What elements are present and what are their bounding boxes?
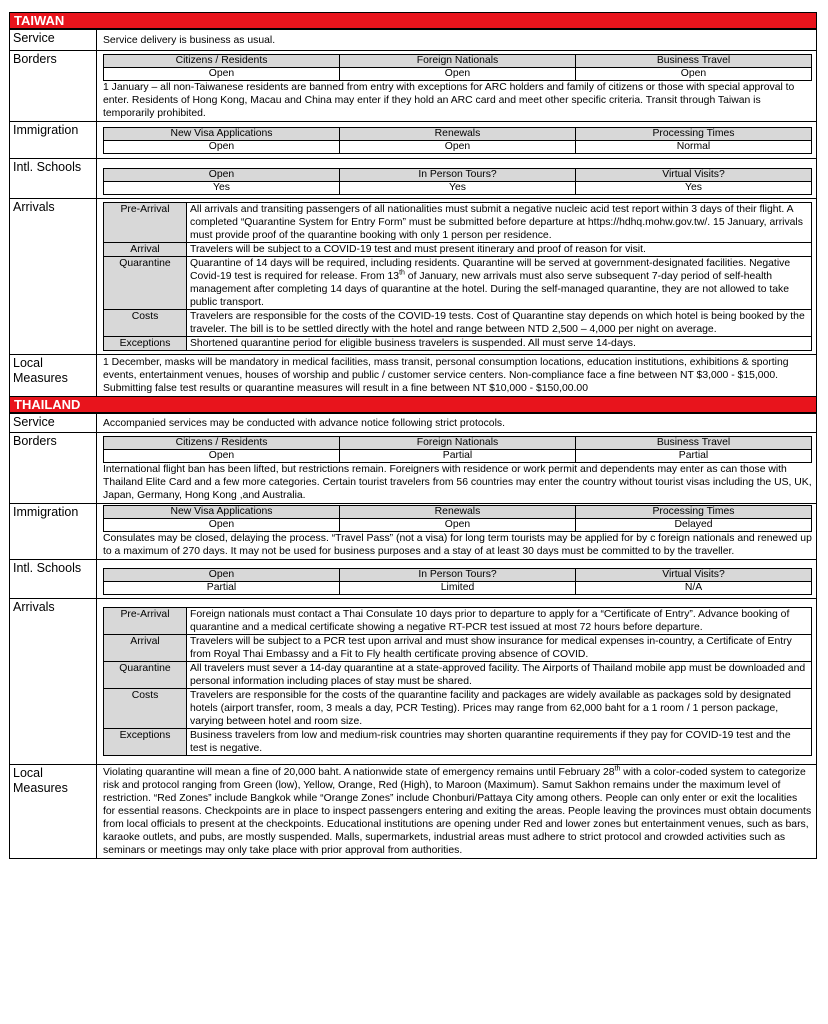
row-label: Arrivals <box>10 599 97 765</box>
arrivals-step <box>104 337 812 351</box>
country-header-thailand: THAILAND <box>9 397 817 413</box>
arrivals-step <box>104 635 812 662</box>
document-page <box>9 12 817 859</box>
status-value: Yes <box>340 182 576 195</box>
arrivals-step <box>104 257 812 310</box>
status-value: Open <box>104 68 340 81</box>
borders-row <box>10 433 817 504</box>
column-header: Renewals <box>340 506 576 519</box>
status-value: Open <box>104 141 340 154</box>
step-label: Costs <box>104 310 187 337</box>
column-header: Business Travel <box>576 437 812 450</box>
arrivals-row <box>10 599 817 765</box>
arrivals-step <box>104 243 812 257</box>
status-value: N/A <box>576 582 812 595</box>
borders-status-table <box>103 436 812 463</box>
schools-row <box>10 159 817 199</box>
column-header: Citizens / Residents <box>104 437 340 450</box>
status-value: Open <box>340 141 576 154</box>
status-value: Yes <box>576 182 812 195</box>
column-header: Virtual Visits? <box>576 569 812 582</box>
step-label: Costs <box>104 689 187 729</box>
arrivals-step <box>104 310 812 337</box>
step-text: Travelers will be subject to a COVID-19 test and must present itinerary and proof of reason for visit. <box>187 243 812 257</box>
column-header: Business Travel <box>576 55 812 68</box>
status-value: Open <box>340 68 576 81</box>
row-label: Immigration <box>10 122 97 159</box>
row-label: Arrivals <box>10 199 97 355</box>
column-header: Citizens / Residents <box>104 55 340 68</box>
row-label: Service <box>10 414 97 433</box>
status-value: Open <box>340 519 576 532</box>
row-label: Local Measures <box>10 355 97 397</box>
step-text: All travelers must sever a 14-day quarantine at a state-approved facility. The Airports of Thailand mobile app must be downloaded and personal information including places of stay must be shared. <box>187 662 812 689</box>
local-measures-row <box>10 765 817 859</box>
step-text: Business travelers from low and medium-risk countries may shorten quarantine requirements if they pay for COVID-19 test and the test is negative. <box>187 729 812 756</box>
step-text: Travelers are responsible for the costs of the quarantine facility and packages are widely available as packages sold by designated hotels (airport transfer, room, 3 meals a day, PCR Testing). Prices may range from 62,000 baht for a 1 room / 1 person package, varying between hotel and room size. <box>187 689 812 729</box>
schools-status-table <box>103 168 812 195</box>
step-label: Exceptions <box>104 337 187 351</box>
column-header: Foreign Nationals <box>340 55 576 68</box>
column-header: Processing Times <box>576 506 812 519</box>
row-label: Local Measures <box>10 765 97 859</box>
borders-note: International flight ban has been lifted, but restrictions remain. Foreigners with residence or work permit and dependents may enter as can those with Thailand Elite Card and a few more categories. Certain tourist travelers from 56 countries may enter the country without tourist visas including the US, UK, Japan, Germany, Hong Kong ,and Australia. <box>103 464 812 501</box>
arrivals-step <box>104 203 812 243</box>
arrivals-table <box>103 202 812 351</box>
row-label: Intl. Schools <box>10 560 97 599</box>
arrivals-step <box>104 662 812 689</box>
thailand-table <box>9 413 817 859</box>
status-value: Limited <box>340 582 576 595</box>
immigration-status-table <box>103 505 812 532</box>
immigration-status-table <box>103 127 812 154</box>
arrivals-step <box>104 729 812 756</box>
step-label: Arrival <box>104 243 187 257</box>
step-label: Exceptions <box>104 729 187 756</box>
status-value: Yes <box>104 182 340 195</box>
column-header: Processing Times <box>576 128 812 141</box>
column-header: Foreign Nationals <box>340 437 576 450</box>
step-text: All arrivals and transiting passengers of all nationalities must submit a negative nucleic acid test report within 3 days of their flight. A completed “Quarantine System for Entry Form” must be submitted before departure at https://hdhq.mohw.gov.tw/. 15 January, arrivals must provide proof of the quarantine booking with only 1 person per residence. <box>187 203 812 243</box>
column-header: Open <box>104 169 340 182</box>
service-row <box>10 30 817 51</box>
local-measures-row <box>10 355 817 397</box>
row-label: Immigration <box>10 504 97 560</box>
status-value: Partial <box>576 450 812 463</box>
arrivals-table <box>103 607 812 756</box>
service-text: Service delivery is business as usual. <box>97 30 817 51</box>
borders-row <box>10 51 817 122</box>
column-header: Virtual Visits? <box>576 169 812 182</box>
status-value: Normal <box>576 141 812 154</box>
status-value: Open <box>576 68 812 81</box>
status-value: Delayed <box>576 519 812 532</box>
country-header-taiwan: TAIWAN <box>9 12 817 29</box>
column-header: In Person Tours? <box>340 569 576 582</box>
immigration-note: Consulates may be closed, delaying the process. “Travel Pass” (not a visa) for long term tourists may be applied for by c foreign nationals and renewed up to a maximum of 270 days. It may not be used for business purposes and a stay of at least 30 days must be committed to by the traveller. <box>103 533 812 557</box>
row-label: Service <box>10 30 97 51</box>
status-value: Open <box>104 450 340 463</box>
immigration-row <box>10 504 817 560</box>
arrivals-step <box>104 689 812 729</box>
schools-status-table <box>103 568 812 595</box>
service-row <box>10 414 817 433</box>
step-label: Quarantine <box>104 662 187 689</box>
step-text: Foreign nationals must contact a Thai Consulate 10 days prior to departure to apply for a “Certificate of Entry”. Advance booking of quarantine and a medical certificate showing a negative RT-PCR test issued at most 72 hours before departure. <box>187 608 812 635</box>
row-label: Intl. Schools <box>10 159 97 199</box>
status-value: Partial <box>104 582 340 595</box>
borders-note: 1 January – all non-Taiwanese residents are banned from entry with exceptions for ARC holders and family of citizens or those with special approval to enter. Residents of Hong Kong, Macau and China may enter if they hold an ARC card and meet other specific criteria. Transit through Taiwan is temporarily prohibited. <box>103 82 795 119</box>
step-label: Pre-Arrival <box>104 608 187 635</box>
step-text: Travelers are responsible for the costs of the COVID-19 tests. Cost of Quarantine stay depends on which hotel is being booked by the traveler. The bill is to be settled directly with the hotel and range between NTD 2,500 – 4,000 per night on average. <box>187 310 812 337</box>
local-measures-text: Violating quarantine will mean a fine of 20,000 baht. A nationwide state of emergency remains until February 28th with a color-coded system to categorize risk and protocol ranging from Green (low), Yellow, Orange, Red (High), to Maroon (Maximum). Samut Sakhon remains under the maximum level of restriction. “Red Zones” include Bangkok while “Orange Zones” include Chonburi/Pattaya City among others. People can only enter or exit the localities for essential reasons. Checkpoints are in place to inspect passengers entering and exiting the areas. People leaving the provinces must obtain documents from local officials to present at the checkpoints. Educational institutions are opening under Red and lower zones but entertainment venues, such as bars, karaoke outlets, and pubs, are mostly suspended. Malls, supermarkets, industrial areas must adhere to strict protocol and crowded activities such as seminars or meetings may only take place with prior approval from authorities. <box>97 765 817 859</box>
step-label: Quarantine <box>104 257 187 310</box>
service-text: Accompanied services may be conducted with advance notice following strict protocols. <box>97 414 817 433</box>
borders-status-table <box>103 54 812 81</box>
local-measures-text: 1 December, masks will be mandatory in medical facilities, mass transit, personal consumption locations, education institutions, exhibitions & sporting events, entertainment venues, houses of worship and public / customer service centers. Non-compliance face a fine between NT $3,000 - $15,000. Submitting false test results or quarantine measures will result in a fine between NT $10,000 - $150,00.00 <box>97 355 817 397</box>
step-text: Quarantine of 14 days will be required, including residents. Quarantine will be served at government-designated facilities. Negative Covid-19 test is required for release. From 13th of January, new arrivals must also serve subsequent 7-day period of self-health management after completing 14 days of quarantine at the hotel. During the self-managed quarantine, they are not allowed to take public transport. <box>187 257 812 310</box>
row-label: Borders <box>10 433 97 504</box>
column-header: New Visa Applications <box>104 128 340 141</box>
column-header: New Visa Applications <box>104 506 340 519</box>
step-label: Arrival <box>104 635 187 662</box>
column-header: In Person Tours? <box>340 169 576 182</box>
arrivals-row <box>10 199 817 355</box>
step-text: Shortened quarantine period for eligible business travelers is suspended. All must serve 14-days. <box>187 337 812 351</box>
status-value: Open <box>104 519 340 532</box>
column-header: Renewals <box>340 128 576 141</box>
column-header: Open <box>104 569 340 582</box>
row-label: Borders <box>10 51 97 122</box>
step-label: Pre-Arrival <box>104 203 187 243</box>
schools-row <box>10 560 817 599</box>
status-value: Partial <box>340 450 576 463</box>
taiwan-table <box>9 29 817 397</box>
step-text: Travelers will be subject to a PCR test upon arrival and must show insurance for medical expenses in-country, a Certificate of Entry from Royal Thai Embassy and a Fit to Fly health certificate proving absence of COVID. <box>187 635 812 662</box>
immigration-row <box>10 122 817 159</box>
arrivals-step <box>104 608 812 635</box>
